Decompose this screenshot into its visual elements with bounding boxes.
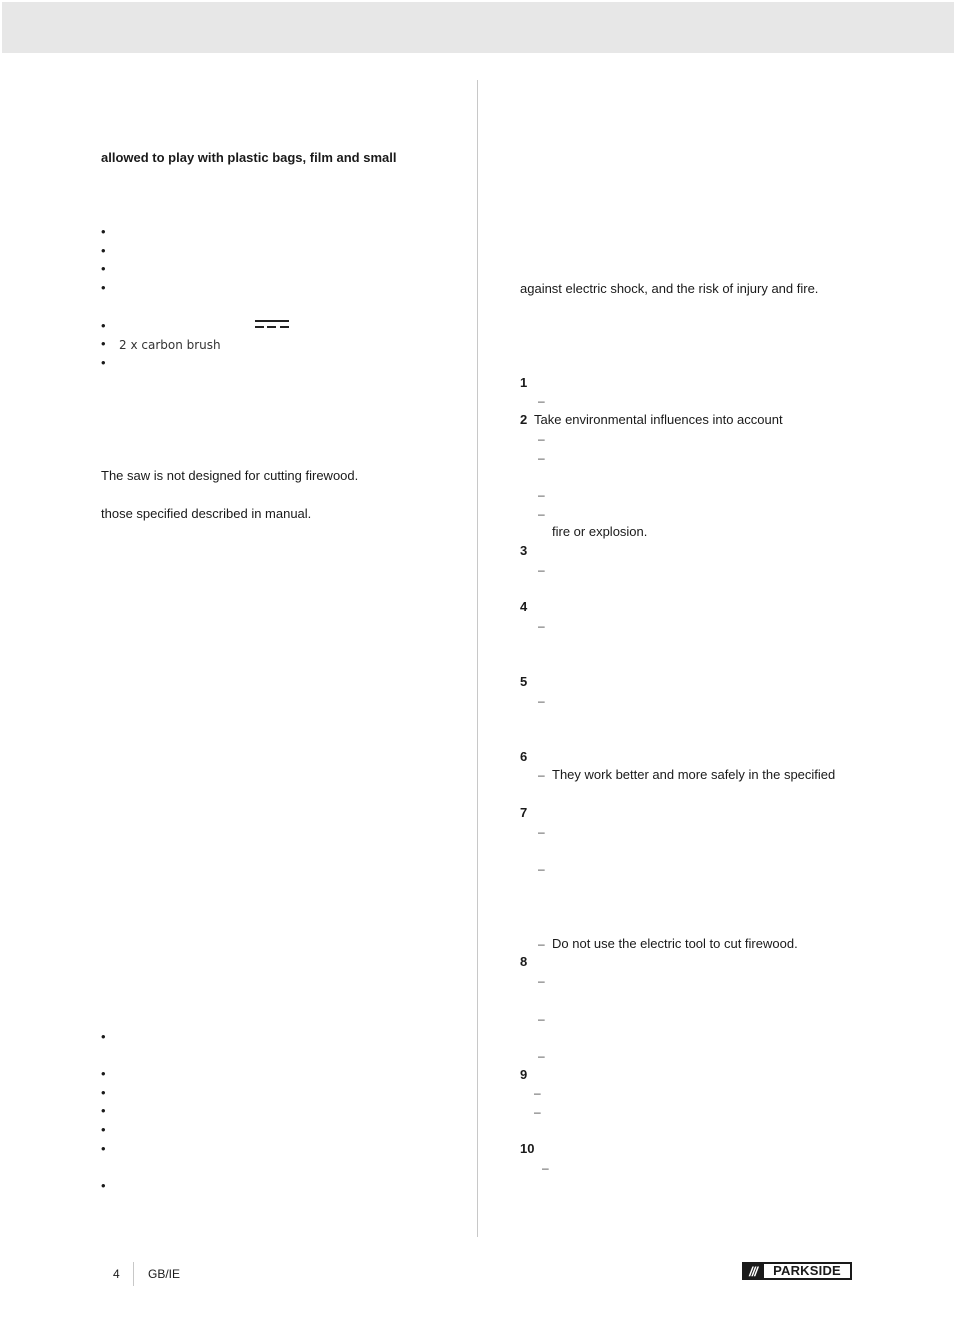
parkside-logo [742, 1262, 852, 1280]
fire-explosion-line: fire or explosion. [552, 524, 648, 539]
bullet-icon: • [101, 261, 106, 276]
item-number-8: 8 [520, 954, 528, 969]
bullet-icon: • [101, 1122, 106, 1137]
firewood-note: The saw is not designed for cutting firewood. [101, 468, 359, 483]
dash-icon: – [538, 825, 545, 839]
firewood-warning: Do not use the electric tool to cut firewood. [552, 936, 798, 951]
bullet-icon: • [101, 1178, 106, 1193]
electric-shock-line: against electric shock, and the risk of injury and fire. [520, 281, 819, 296]
bullet-icon: • [101, 243, 106, 258]
dash-icon: – [538, 694, 545, 708]
dash-icon: – [538, 619, 545, 633]
logo-mark-icon: /// [749, 1263, 757, 1279]
item-number-4: 4 [520, 599, 528, 614]
item-number-10: 10 [520, 1141, 535, 1156]
work-better-line: They work better and more safely in the specified [552, 767, 836, 782]
dash-icon: – [538, 394, 545, 408]
bullet-icon: • [101, 224, 106, 239]
brand-name: PARKSIDE [764, 1264, 850, 1278]
bullet-icon: • [101, 336, 106, 351]
dash-icon: – [538, 432, 545, 446]
dash-icon: – [538, 974, 545, 988]
item-number-6: 6 [520, 749, 528, 764]
page-number: 4 [113, 1267, 120, 1281]
bullet-icon: • [101, 1085, 106, 1100]
bullet-icon: • [101, 355, 106, 370]
item-number-1: 1 [520, 375, 528, 390]
dash-icon: – [542, 1161, 549, 1175]
dash-icon: – [538, 1049, 545, 1063]
bullet-icon: • [101, 1103, 106, 1118]
bullet-icon: • [101, 1141, 106, 1156]
item-number-5: 5 [520, 674, 528, 689]
footer-separator [133, 1262, 134, 1286]
bullet-icon: • [101, 280, 106, 295]
dash-icon: – [538, 1012, 545, 1026]
environment-heading: Take environmental influences into account [534, 412, 783, 427]
bullet-icon: • [101, 1029, 106, 1044]
dash-icon: – [538, 862, 545, 876]
carbon-brush-item: 2 x carbon brush [119, 338, 221, 352]
dash-icon: – [538, 937, 545, 951]
item-number-2: 2 [520, 412, 528, 427]
direct-current-icon [255, 320, 289, 329]
dash-icon: – [538, 768, 545, 782]
item-number-9: 9 [520, 1067, 528, 1082]
bullet-icon: • [101, 1066, 106, 1081]
item-number-7: 7 [520, 805, 528, 820]
item-number-3: 3 [520, 543, 528, 558]
dash-icon: – [534, 1105, 541, 1119]
dash-icon: – [538, 507, 545, 521]
dash-icon: – [534, 1086, 541, 1100]
dash-icon: – [538, 488, 545, 502]
dash-icon: – [538, 451, 545, 465]
dash-icon: – [538, 563, 545, 577]
region-code: GB/IE [148, 1267, 181, 1281]
plastic-bags-warning: allowed to play with plastic bags, film and small [101, 150, 397, 165]
column-divider [477, 80, 478, 1237]
specified-note: those specified described in manual. [101, 506, 312, 521]
bullet-icon: • [101, 318, 106, 333]
header-bar [2, 2, 954, 53]
